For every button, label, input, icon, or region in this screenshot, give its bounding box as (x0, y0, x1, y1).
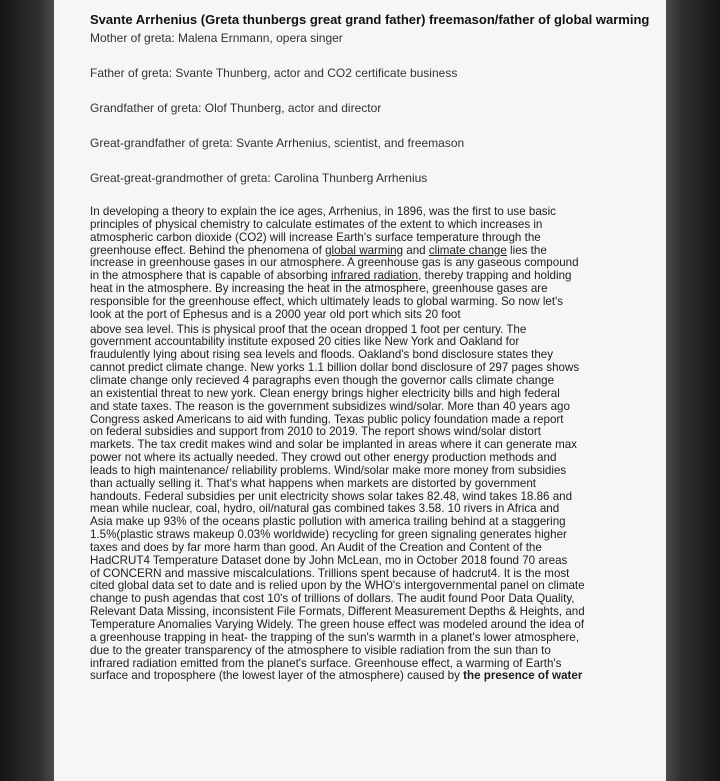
text-run: lies the (506, 243, 547, 257)
link-climate-change[interactable]: climate change (428, 243, 507, 257)
text-line: change to push agendas that cost 10's of trillions of dollars. The audit found Poor Data Quality, (90, 592, 575, 606)
text-line: Asia make up 93% of the oceans plastic pollution with america trailing behind at a staggering (90, 515, 566, 529)
text-line: than actually selling it. That's what happens when markets are distorted by government (90, 476, 537, 490)
text-run: in the atmosphere that is capable of absorbing (90, 269, 332, 283)
text-line: taxes and does by far more harm than good. An Audit of the Creation and Content of the (90, 540, 542, 554)
text-line: look at the port of Ephesus and is a 2000 year old port which sits 20 foot (90, 307, 461, 321)
text-line: above sea level. This is physical proof that the ocean dropped 1 foot per century. The (90, 322, 527, 336)
text-line: mean while nuclear, coal, hydro, oil/natural gas combined takes 3.58. 10 rivers in Africa and (90, 502, 560, 516)
family-great-great-grandmother-line: Great-great-grandmother of greta: Carolina Thunberg Arrhenius (90, 171, 428, 185)
text-run: , thereby trapping and holding (418, 269, 572, 283)
text-line: responsible for the greenhouse effect, which ultimately leads to global warming. So now let's (90, 294, 564, 308)
text-line: HadCRUT4 Temperature Dataset done by John McLean, mo in October 2018 found 70 areas (90, 553, 568, 567)
family-great-grandfather-line: Great-grandfather of greta: Svante Arrhenius, scientist, and freemason (90, 136, 465, 150)
text-line: atmospheric carbon dioxide (CO2) will increase Earth's surface temperature through the (90, 230, 541, 244)
text-line: climate change only recieved 4 paragraphs even though the governor calls climate change (90, 373, 555, 387)
text-line: In developing a theory to explain the ice ages, Arrhenius, in 1896, was the first to use basic (90, 205, 556, 218)
text-run: and (403, 243, 429, 257)
bold-text-run: the presence of water (463, 669, 583, 683)
body-paragraph-arrhenius (90, 206, 662, 322)
text-run: greenhouse effect. Behind the phenomena of (90, 243, 326, 257)
body-paragraph-continued (90, 324, 662, 684)
text-run: surface and troposphere (the lowest layer of the atmosphere) caused by (90, 669, 464, 683)
link-infrared-radiation[interactable]: infrared radiation (331, 269, 419, 283)
text-line: on federal subsidies and support from 2010 to 2019. The report shows wind/solar distort (90, 425, 541, 439)
text-line: Relevant Data Missing, inconsistent File Formats, Different Measurement Depths & Heights, and (90, 605, 585, 619)
document-title: Svante Arrhenius (Greta thunbergs great grand father) freemason/father of global warming (90, 12, 650, 27)
text-line: principles of physical chemistry to calculate estimates of the extent to which increases in (90, 217, 543, 231)
scan-shadow-left (0, 0, 54, 781)
text-line: a greenhouse trapping in heat- the trapping of the sun's warmth in a planet's lower atmosphere, (90, 630, 580, 644)
text-line: increase in greenhouse gases in our atmosphere. A greenhouse gas is any gaseous compound (90, 256, 579, 270)
text-line: infrared radiation emitted from the planet's surface. Greenhouse effect, a warming of Earth's (90, 656, 562, 670)
family-father-line: Father of greta: Svante Thunberg, actor and CO2 certificate business (90, 66, 458, 80)
text-line: due to the greater transparency of the atmosphere to visible radiation from the sun than to (90, 643, 551, 657)
text-line: of CONCERN and massive miscalculations. Trillions spent because of hadcrut4. It is the most (90, 566, 570, 580)
text-line: Congress asked Americans to aid with funding. Texas public policy foundation made a report (90, 412, 564, 426)
family-grandfather-line: Grandfather of greta: Olof Thunberg, actor and director (90, 101, 382, 115)
text-line: markets. The tax credit makes wind and solar be implanted in areas where it can generate max (90, 438, 577, 452)
text-line: Temperature Anomalies Varying Widely. The green house effect was modeled around the idea of (90, 618, 585, 631)
document-content (90, 12, 662, 683)
text-line: handouts. Federal subsidies per unit electricity shows solar takes 82.48, wind takes 18.86 and (90, 489, 573, 503)
text-line (90, 670, 662, 683)
text-line: cited global data set to date and is relied upon by the WHO's intergovernmental panel on climate (90, 579, 585, 593)
text-line: 1.5%(plastic straws makeup 0.03% worldwide) recycling for green signaling generates higher (90, 528, 567, 542)
text-line: and state taxes. The reason is the government subsidizes wind/solar. More than 40 years ago (90, 399, 570, 413)
text-line: leads to high maintenance/ reliability problems. Wind/solar make more money from subsidies (90, 463, 567, 477)
link-global-warming[interactable]: global warming (325, 243, 404, 257)
scan-shadow-right (666, 0, 720, 781)
text-line: fraudulently lying about rising sea levels and floods. Oakland's bond disclosure states they (90, 348, 554, 362)
text-line: government accountability institute exposed 20 cities like New York and Oakland for (90, 335, 520, 349)
document-page (54, 0, 666, 781)
text-line: power not where its actually needed. They crowd out other energy production methods and (90, 451, 557, 465)
text-line: cannot predict climate change. New yorks 1.1 billion dollar bond disclosure of 297 pages shows (90, 361, 580, 375)
text-line: heat in the atmosphere. By increasing the heat in the atmosphere, greenhouse gases are (90, 282, 548, 296)
family-mother-line: Mother of greta: Malena Ernmann, opera singer (90, 31, 343, 45)
text-line: an existential threat to new york. Clean energy brings higher electricity bills and high federal (90, 386, 560, 400)
